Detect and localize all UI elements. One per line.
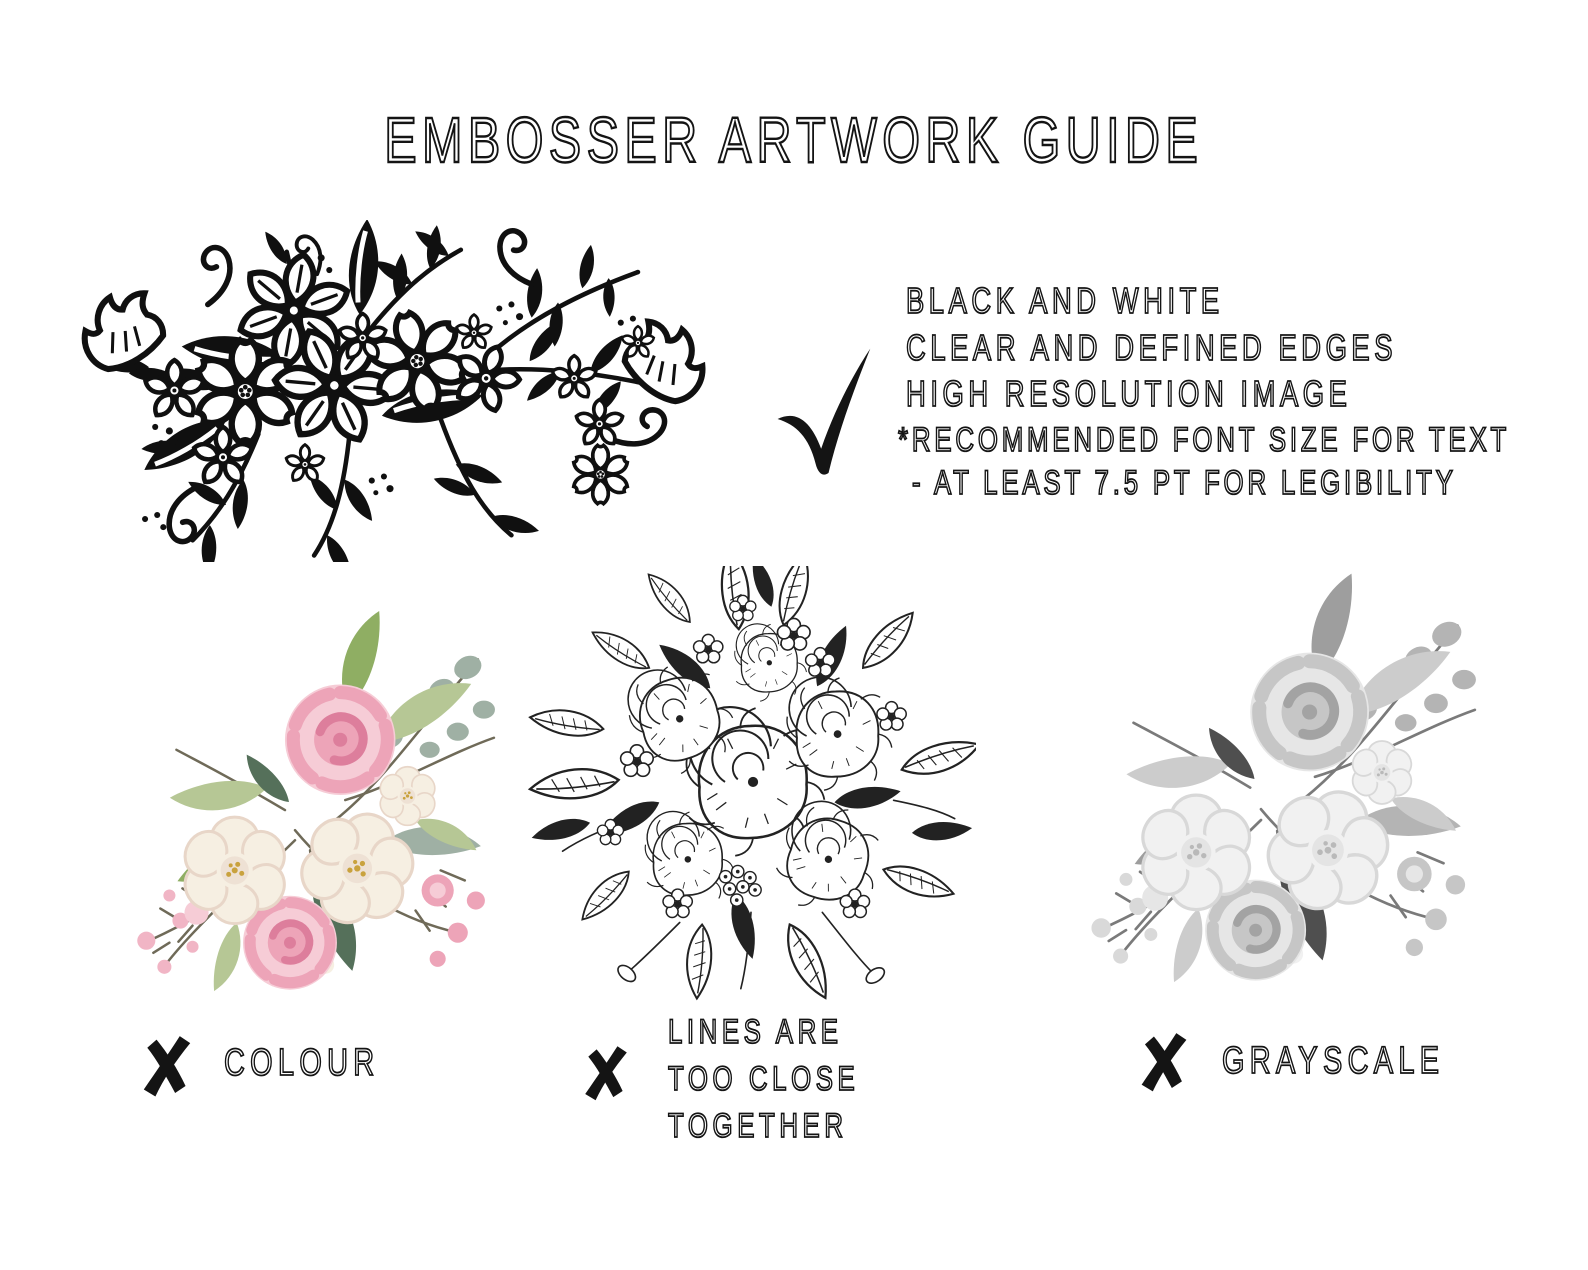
good-example-artwork (56, 220, 724, 562)
grayscale-bouquet-illustration (1016, 550, 1506, 982)
bad-example-fine-lines-artwork (526, 566, 976, 1004)
requirement-line: CLEAR AND DEFINED EDGES (906, 327, 1398, 368)
requirement-note: - AT LEAST 7.5 PT FOR LEGIBILITY (912, 464, 1457, 502)
requirement-line: HIGH RESOLUTION IMAGE (906, 373, 1352, 414)
etched-bouquet-illustration (526, 566, 976, 1004)
page-title (0, 104, 1588, 176)
x-mark-icon (580, 1042, 632, 1104)
bad-example-colour-artwork (84, 586, 506, 994)
bad-example-label-colour: COLOUR (224, 1042, 380, 1084)
page-title-text: EMBOSSER ARTWORK GUIDE (384, 104, 1204, 176)
bad-example-grayscale-artwork (1016, 550, 1506, 982)
checkmark-icon (772, 326, 874, 488)
x-mark-icon (138, 1028, 196, 1104)
requirement-line: BLACK AND WHITE (906, 280, 1224, 321)
colour-bouquet-illustration (84, 586, 506, 994)
requirement-note: *RECOMMENDED FONT SIZE FOR TEXT (898, 421, 1511, 459)
berry-cluster (719, 865, 761, 906)
x-mark-icon (1136, 1026, 1192, 1098)
bad-example-label-fine-lines: LINES ARE TOO CLOSE TOGETHER (668, 1013, 860, 1145)
floral-spray-illustration (56, 220, 724, 562)
bad-example-label-grayscale: GRAYSCALE (1222, 1040, 1445, 1082)
